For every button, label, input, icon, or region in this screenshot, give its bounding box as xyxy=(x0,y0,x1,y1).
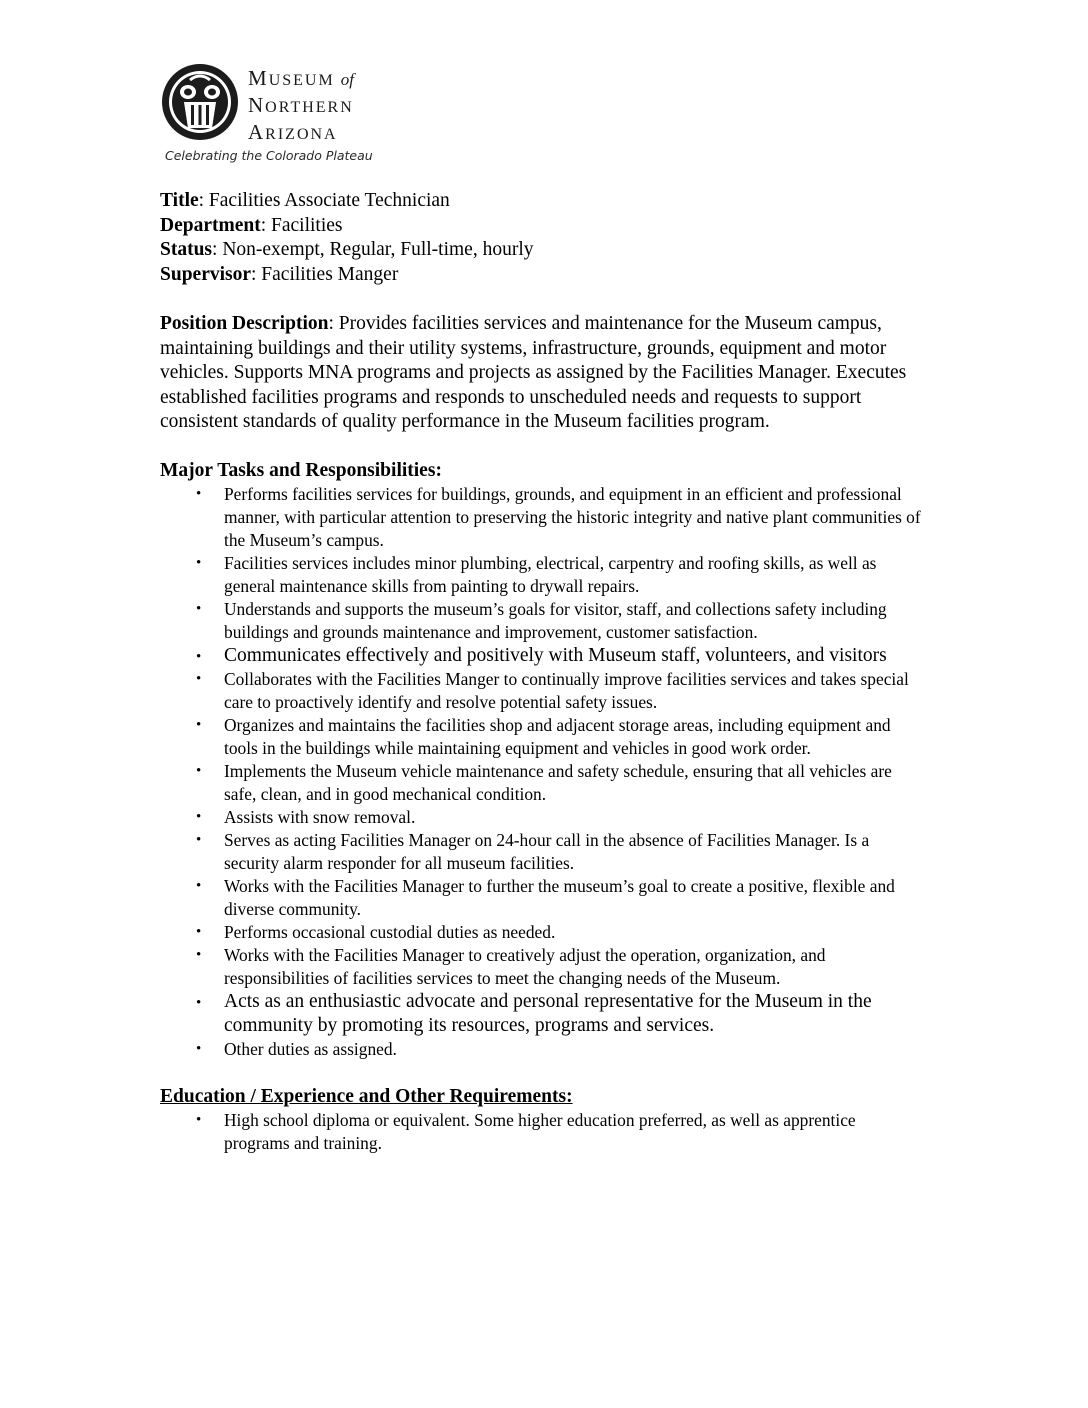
logo-tagline: Celebrating the Colorado Plateau xyxy=(165,148,373,163)
department-line: Department: Facilities xyxy=(160,214,343,236)
position-description: Position Description: Provides facilities services and maintenance for the Museum campus, maintaining buildings and their utility systems, infrastructure, grounds, equipment and motor vehicles. Supports MNA programs and projects as assigned by the Facilities Manager. Executes established facilities programs and responds to unscheduled needs and requests to support consistent standards of quality performance in the Museum facilities program. xyxy=(160,313,907,432)
bullet-icon: • xyxy=(196,1040,202,1057)
museum-logo xyxy=(160,62,400,172)
tasks-heading: Major Tasks and Responsibilities: xyxy=(160,459,442,481)
bullet-icon: • xyxy=(196,946,202,963)
bullet-icon: • xyxy=(196,831,202,848)
bullet-icon: • xyxy=(196,600,202,617)
list-item: • Serves as acting Facilities Manager on 24-hour call in the absence of Facilities Manager. Is a security alarm responder for all museum facilities. xyxy=(196,829,870,873)
list-item: • Performs facilities services for buildings, grounds, and equipment in an efficient and professional manner, with particular attention to preserving the historic integrity and native plant communities of the Museum’s campus. xyxy=(196,483,921,550)
list-item: • Organizes and maintains the facilities shop and adjacent storage areas, including equipment and tools in the buildings while maintaining equipment and vehicles in good work order. xyxy=(196,714,891,758)
bullet-icon: • xyxy=(196,648,202,665)
document-body xyxy=(160,189,960,1155)
title-line: Title: Facilities Associate Technician xyxy=(160,190,450,211)
list-item: • Other duties as assigned. xyxy=(196,1038,397,1059)
list-item: • Facilities services includes minor plumbing, electrical, carpentry and roofing skills, as well as general maintenance skills from painting to drywall repairs. xyxy=(196,552,877,596)
bullet-icon: • xyxy=(196,554,202,571)
bullet-icon: • xyxy=(196,716,202,733)
list-item: • High school diploma or equivalent. Some higher education preferred, as well as apprentice programs and training. xyxy=(196,1109,856,1153)
requirements-list xyxy=(160,1109,960,1155)
list-item: • Communicates effectively and positively with Museum staff, volunteers, and visitors xyxy=(160,644,924,668)
list-item: • Works with the Facilities Manager to further the museum’s goal to create a positive, flexible and diverse community. xyxy=(196,875,895,919)
bullet-icon: • xyxy=(196,762,202,779)
list-item: • Performs occasional custodial duties as needed. xyxy=(196,921,556,942)
tasks-list xyxy=(160,483,960,1061)
list-item: • Acts as an enthusiastic advocate and personal representative for the Museum in the community by promoting its resources, programs and services. xyxy=(196,990,872,1036)
museum-emblem-icon xyxy=(160,62,240,142)
requirements-heading: Education / Experience and Other Requirements: xyxy=(160,1085,573,1107)
bullet-icon: • xyxy=(196,670,202,687)
bullet-icon: • xyxy=(196,808,202,825)
museum-name: MUSEUM of NORTHERN ARIZONA xyxy=(248,66,354,144)
bullet-icon: • xyxy=(196,923,202,940)
list-item: • Collaborates with the Facilities Manger to continually improve facilities services and takes special care to proactively identify and resolve potential safety issues. xyxy=(196,668,909,712)
supervisor-line: Supervisor: Facilities Manger xyxy=(160,263,399,285)
bullet-icon: • xyxy=(196,877,202,894)
list-item: • Implements the Museum vehicle maintenance and safety schedule, ensuring that all vehicles are safe, clean, and in good mechanical condition. xyxy=(196,760,892,804)
bullet-icon: • xyxy=(196,994,202,1011)
list-item: • Assists with snow removal. xyxy=(196,806,416,827)
list-item: • Works with the Facilities Manager to creatively adjust the operation, organization, and responsibilities of facilities services to meet the changing needs of the Museum. xyxy=(196,944,826,988)
status-line: Status: Non-exempt, Regular, Full-time, hourly xyxy=(160,239,534,260)
bullet-icon: • xyxy=(196,485,202,502)
list-item: • Understands and supports the museum’s goals for visitor, staff, and collections safety including buildings and grounds maintenance and improvement, customer satisfaction. xyxy=(196,598,887,642)
bullet-icon: • xyxy=(196,1111,202,1128)
